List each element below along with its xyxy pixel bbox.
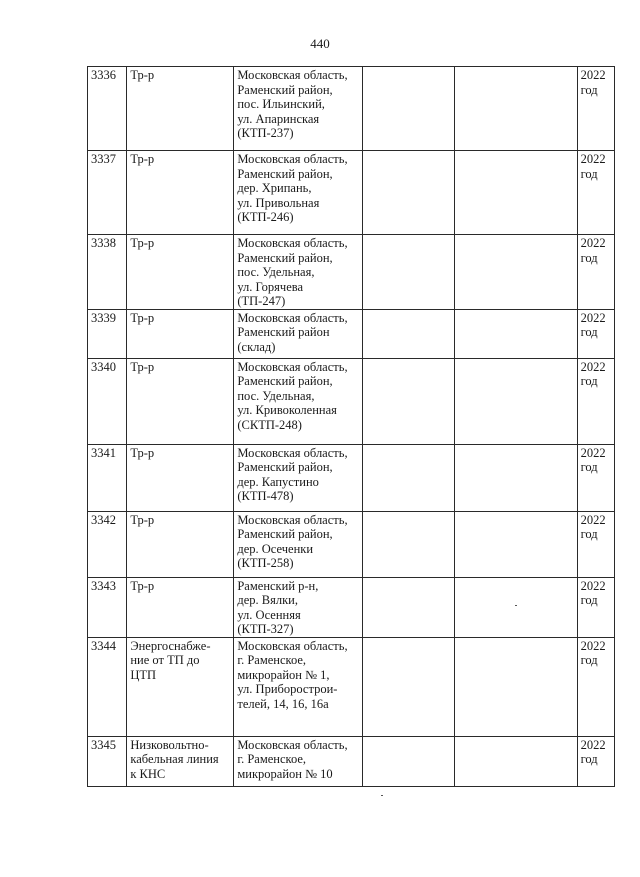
row-number: 3336 bbox=[88, 67, 127, 151]
row-number: 3344 bbox=[88, 637, 127, 736]
year-cell: 2022 год bbox=[577, 637, 614, 736]
object-name: Тр-р bbox=[127, 577, 234, 637]
empty-cell bbox=[455, 736, 577, 786]
object-name: Тр-р bbox=[127, 358, 234, 444]
empty-cell bbox=[362, 309, 455, 358]
row-number: 3338 bbox=[88, 235, 127, 310]
empty-cell bbox=[455, 444, 577, 511]
object-address: Московская область, г. Раменское, микрорайон № 10 bbox=[234, 736, 362, 786]
empty-cell bbox=[455, 511, 577, 577]
row-number: 3345 bbox=[88, 736, 127, 786]
scan-speck bbox=[515, 605, 517, 606]
empty-cell bbox=[362, 151, 455, 235]
row-number: 3339 bbox=[88, 309, 127, 358]
empty-cell bbox=[362, 444, 455, 511]
object-address: Московская область, Раменский район, пос. Удельная, ул. Кривоколенная (СКТП-248) bbox=[234, 358, 362, 444]
empty-cell bbox=[362, 358, 455, 444]
empty-cell bbox=[362, 235, 455, 310]
year-cell: 2022 год bbox=[577, 511, 614, 577]
year-cell: 2022 год bbox=[577, 235, 614, 310]
row-number: 3337 bbox=[88, 151, 127, 235]
registry-table bbox=[87, 66, 615, 787]
table-row bbox=[88, 67, 615, 151]
object-address: Московская область, г. Раменское, микрорайон № 1, ул. Приборострои- телей, 14, 16, 16а bbox=[234, 637, 362, 736]
object-address: Московская область, Раменский район, дер. Осеченки (КТП-258) bbox=[234, 511, 362, 577]
object-address: Московская область, Раменский район (склад) bbox=[234, 309, 362, 358]
object-name: Тр-р bbox=[127, 67, 234, 151]
empty-cell bbox=[362, 577, 455, 637]
year-cell: 2022 год bbox=[577, 358, 614, 444]
object-address: Московская область, Раменский район, пос. Удельная, ул. Горячева (ТП-247) bbox=[234, 235, 362, 310]
object-address: Московская область, Раменский район, дер. Хрипань, ул. Привольная (КТП-246) bbox=[234, 151, 362, 235]
table-row bbox=[88, 444, 615, 511]
scan-speck bbox=[381, 795, 383, 796]
table-row bbox=[88, 151, 615, 235]
year-cell: 2022 год bbox=[577, 309, 614, 358]
empty-cell bbox=[362, 67, 455, 151]
empty-cell bbox=[455, 577, 577, 637]
row-number: 3342 bbox=[88, 511, 127, 577]
object-name: Тр-р bbox=[127, 511, 234, 577]
table-row bbox=[88, 736, 615, 786]
empty-cell bbox=[455, 358, 577, 444]
row-number: 3343 bbox=[88, 577, 127, 637]
object-address: Московская область, Раменский район, дер. Капустино (КТП-478) bbox=[234, 444, 362, 511]
table-row bbox=[88, 235, 615, 310]
empty-cell bbox=[455, 309, 577, 358]
table-row bbox=[88, 637, 615, 736]
empty-cell bbox=[362, 637, 455, 736]
row-number: 3340 bbox=[88, 358, 127, 444]
object-address: Раменский р-н, дер. Вялки, ул. Осенняя (КТП-327) bbox=[234, 577, 362, 637]
empty-cell bbox=[455, 67, 577, 151]
table-row bbox=[88, 309, 615, 358]
object-address: Московская область, Раменский район, пос. Ильинский, ул. Апаринская (КТП-237) bbox=[234, 67, 362, 151]
empty-cell bbox=[455, 637, 577, 736]
year-cell: 2022 год bbox=[577, 444, 614, 511]
empty-cell bbox=[455, 151, 577, 235]
page-number: 440 bbox=[310, 36, 330, 51]
object-name: Энергоснабже- ние от ТП до ЦТП bbox=[127, 637, 234, 736]
object-name: Тр-р bbox=[127, 151, 234, 235]
empty-cell bbox=[455, 235, 577, 310]
year-cell: 2022 год bbox=[577, 736, 614, 786]
year-cell: 2022 год bbox=[577, 577, 614, 637]
object-name: Тр-р bbox=[127, 309, 234, 358]
year-cell: 2022 год bbox=[577, 151, 614, 235]
table-row bbox=[88, 577, 615, 637]
table-row bbox=[88, 358, 615, 444]
object-name: Тр-р bbox=[127, 235, 234, 310]
table-row bbox=[88, 511, 615, 577]
empty-cell bbox=[362, 736, 455, 786]
row-number: 3341 bbox=[88, 444, 127, 511]
empty-cell bbox=[362, 511, 455, 577]
object-name: Тр-р bbox=[127, 444, 234, 511]
year-cell: 2022 год bbox=[577, 67, 614, 151]
object-name: Низковольтно- кабельная линия к КНС bbox=[127, 736, 234, 786]
